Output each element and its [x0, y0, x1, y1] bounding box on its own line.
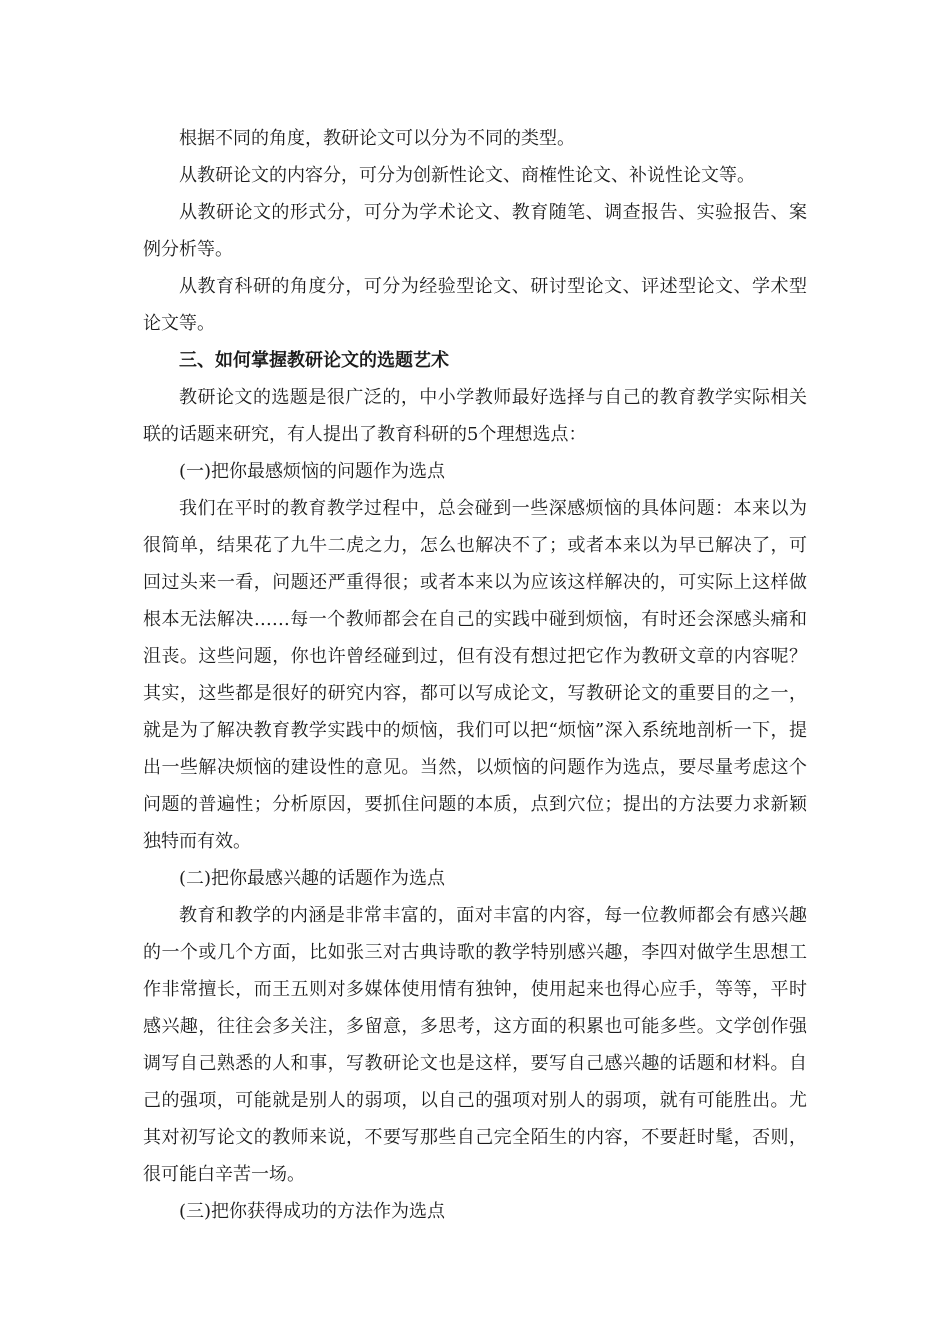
document-page — [143, 120, 807, 1230]
point2-body: 教育和教学的内涵是非常丰富的，面对丰富的内容，每一位教师都会有感兴趣的一个或几个方面，比如张三对古典诗歌的教学特别感兴趣，李四对做学生思想工作非常擅长，而王五则对多媒体使用情有独钟，使用起来也得心应手，等等，平时感兴趣，往往会多关注，多留意，多思考，这方面的积累也可能多些。文学创作强调写自己熟悉的人和事，写教研论文也是这样，要写自己感兴趣的话题和材料。自己的强项，可能就是别人的弱项，以自己的强项对别人的弱项，就有可能胜出。尤其对初写论文的教师来说，不要写那些自己完全陌生的内容，不要赶时髦，否则，很可能白辛苦一场。 — [143, 905, 807, 1185]
paragraph-content-types: 从教研论文的内容分，可分为创新性论文、商榷性论文、补说性论文等。 — [179, 165, 755, 186]
point1-title: (一)把你最感烦恼的问题作为选点 — [179, 461, 446, 482]
point1-body: 我们在平时的教育教学过程中，总会碰到一些深感烦恼的具体问题：本来以为很简单，结果花了九牛二虎之力，怎么也解决不了；或者本来以为早已解决了，可回过头来一看，问题还严重得很；或者本来以为应该这样解决的，可实际上这样做根本无法解决……每一个教师都会在自己的实践中碰到烦恼，有时还会深感头痛和沮丧。这些问题，你也许曾经碰到过，但有没有想过把它作为教研文章的内容呢？其实，这些都是很好的研究内容，都可以写成论文，写教研论文的重要目的之一，就是为了解决教育教学实践中的烦恼，我们可以把“烦恼”深入系统地剖析一下，提出一些解决烦恼的建设性的意见。当然，以烦恼的问题作为选点，要尽量考虑这个问题的普遍性；分析原因，要抓住问题的本质，点到穴位；提出的方法要力求新颖独特而有效。 — [143, 498, 807, 852]
point2-title: (二)把你最感兴趣的话题作为选点 — [179, 868, 446, 889]
paragraph-form-types: 从教研论文的形式分，可分为学术论文、教育随笔、调查报告、实验报告、案例分析等。 — [143, 202, 807, 260]
section-heading: 三、如何掌握教研论文的选题艺术 — [179, 350, 449, 371]
paragraph-research-types: 从教育科研的角度分，可分为经验型论文、研讨型论文、评述型论文、学术型论文等。 — [143, 276, 807, 334]
paragraph-types-intro: 根据不同的角度，教研论文可以分为不同的类型。 — [179, 128, 575, 149]
section-intro: 教研论文的选题是很广泛的，中小学教师最好选择与自己的教育教学实际相关联的话题来研究，有人提出了教育科研的5个理想选点： — [143, 387, 807, 445]
point3-title: (三)把你获得成功的方法作为选点 — [179, 1201, 446, 1222]
